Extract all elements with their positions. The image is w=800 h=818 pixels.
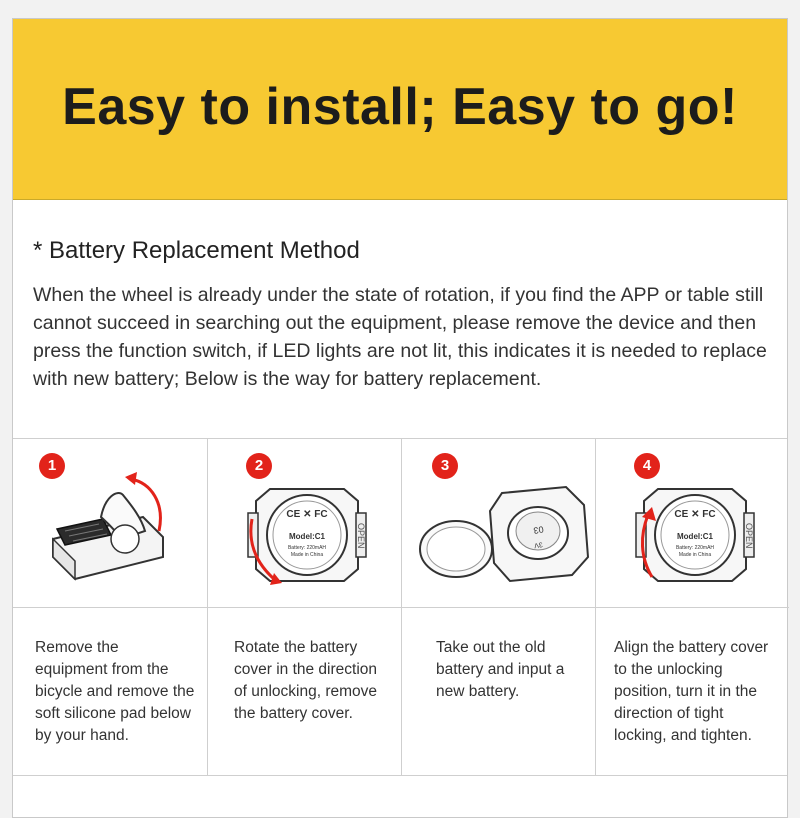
model-label-2: Model:C1: [289, 532, 325, 541]
steps-grid: [13, 438, 787, 776]
model-label-4: Model:C1: [677, 532, 713, 541]
section-title: * Battery Replacement Method: [33, 237, 360, 264]
battery-label-2: Battery: 220mAH: [287, 545, 327, 551]
volt-label: 3V: [533, 540, 544, 549]
step-1-caption: Remove the equipment from the bicycle and remove the soft silicone pad below by your hand.: [35, 639, 195, 744]
step-4: [595, 439, 789, 775]
step-2: [207, 439, 401, 775]
lock-cover-illustration: [596, 439, 790, 607]
product-sheet: [12, 18, 788, 818]
intro-paragraph: When the wheel is already under the state of rotation, if you find the APP or table still cannot succeed in searching out the equipment, please remove the device and then press the function switch, if LED lights are not lit, this indicates it is needed to replace with new battery; Below is the way for battery replacement.: [33, 284, 767, 390]
cert-marks-2: CE ✕ FC: [286, 509, 328, 520]
step-3-caption: Take out the old battery and input a new battery.: [436, 639, 565, 700]
step-4-badge: 4: [634, 453, 660, 479]
origin-label-2: Made in China: [290, 552, 324, 558]
step-2-caption: Rotate the battery cover in the direction of unlocking, remove the battery cover.: [234, 639, 378, 722]
step-3: [401, 439, 595, 775]
cert-marks-4: CE ✕ FC: [674, 509, 716, 520]
step-2-illustration: [208, 439, 401, 608]
step-1-illustration: [13, 439, 207, 608]
step-3-badge: 3: [432, 453, 458, 479]
headline: Easy to install; Easy to go!: [62, 78, 738, 136]
origin-label-4: Made in China: [678, 552, 712, 558]
step-3-illustration: [402, 439, 595, 608]
step-4-caption: Align the battery cover to the unlocking position, turn it in the direction of tight locking, and tighten.: [614, 639, 769, 744]
battery-label-4: Battery: 220mAH: [675, 545, 715, 551]
step-2-badge: 2: [246, 453, 272, 479]
open-label-4: OPEN: [744, 523, 754, 549]
rotate-cover-illustration: [208, 439, 402, 607]
step-1: [13, 439, 207, 775]
step-4-illustration: [596, 439, 789, 608]
headline-banner: [13, 19, 787, 200]
step-1-badge: 1: [39, 453, 65, 479]
cell-label: 03: [532, 524, 545, 536]
open-label-2: OPEN: [356, 523, 366, 549]
